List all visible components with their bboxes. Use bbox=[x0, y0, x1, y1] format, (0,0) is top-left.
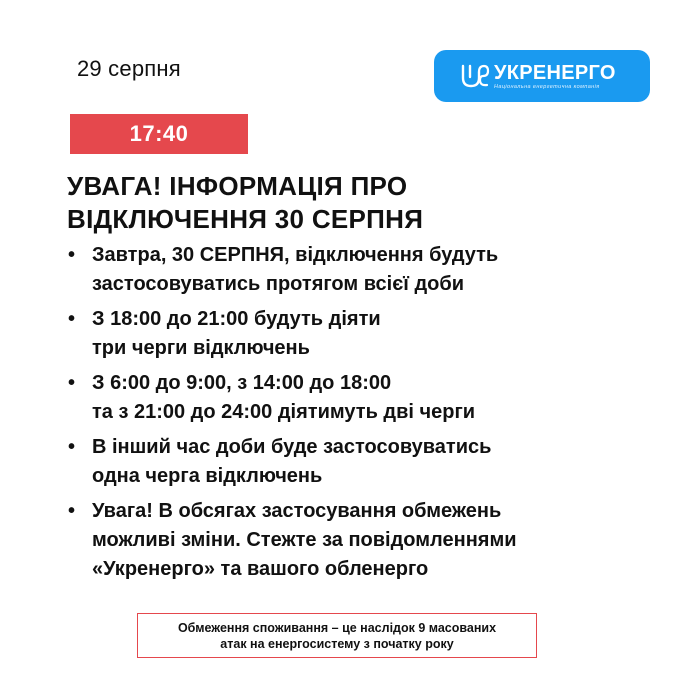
footnote-line-1: Обмеження споживання – це наслідок 9 масованих bbox=[177, 621, 497, 635]
bullet-line: можливі зміни. Стежте за повідомленнями bbox=[92, 529, 517, 551]
bullet-item-2 bbox=[68, 305, 517, 363]
time-badge: 17:40 bbox=[70, 114, 248, 154]
ukrenergo-logo-icon bbox=[460, 63, 490, 89]
date-label: 29 серпня bbox=[77, 56, 181, 81]
bullet-line: три черги відключень bbox=[92, 337, 310, 359]
bullet-dot-icon: • bbox=[68, 436, 76, 458]
bullet-line: Завтра, 30 СЕРПНЯ, відключення будуть bbox=[92, 244, 499, 266]
bullet-dot-icon: • bbox=[68, 372, 76, 394]
bullet-list bbox=[68, 241, 517, 590]
headline-line-1: УВАГА! ІНФОРМАЦІЯ ПРО bbox=[67, 171, 408, 201]
bullet-item-5 bbox=[68, 497, 517, 584]
bullet-line: «Укренерго» та вашого обленерго bbox=[92, 558, 429, 580]
bullet-line: В інший час доби буде застосовуватись bbox=[92, 436, 492, 458]
bullet-dot-icon: • bbox=[68, 500, 76, 522]
bullet-line: одна черга відключень bbox=[92, 465, 323, 487]
footnote-line-2: атак на енергосистему з початку року bbox=[220, 637, 454, 651]
bullet-line: З 18:00 до 21:00 будуть діяти bbox=[92, 308, 381, 330]
ukrenergo-logo bbox=[434, 50, 650, 102]
bullet-line: Увага! В обсягах застосування обмежень bbox=[92, 500, 502, 522]
bullet-dot-icon: • bbox=[68, 244, 76, 266]
bullet-dot-icon: • bbox=[68, 308, 76, 330]
headline-line-2: ВІДКЛЮЧЕННЯ 30 СЕРПНЯ bbox=[67, 204, 424, 234]
logo-name: УКРЕНЕРГО bbox=[494, 62, 616, 84]
bullet-line: та з 21:00 до 24:00 діятимуть дві черги bbox=[92, 401, 476, 423]
bullet-line: застосовуватись протягом всієї доби bbox=[92, 273, 465, 295]
footnote-box bbox=[137, 613, 537, 658]
headline bbox=[67, 170, 423, 236]
bullet-item-1 bbox=[68, 241, 517, 299]
logo-tagline: Національна енергетична компанія bbox=[494, 84, 600, 90]
bullet-item-4 bbox=[68, 433, 517, 491]
bullet-line: З 6:00 до 9:00, з 14:00 до 18:00 bbox=[92, 372, 392, 394]
bullet-item-3 bbox=[68, 369, 517, 427]
